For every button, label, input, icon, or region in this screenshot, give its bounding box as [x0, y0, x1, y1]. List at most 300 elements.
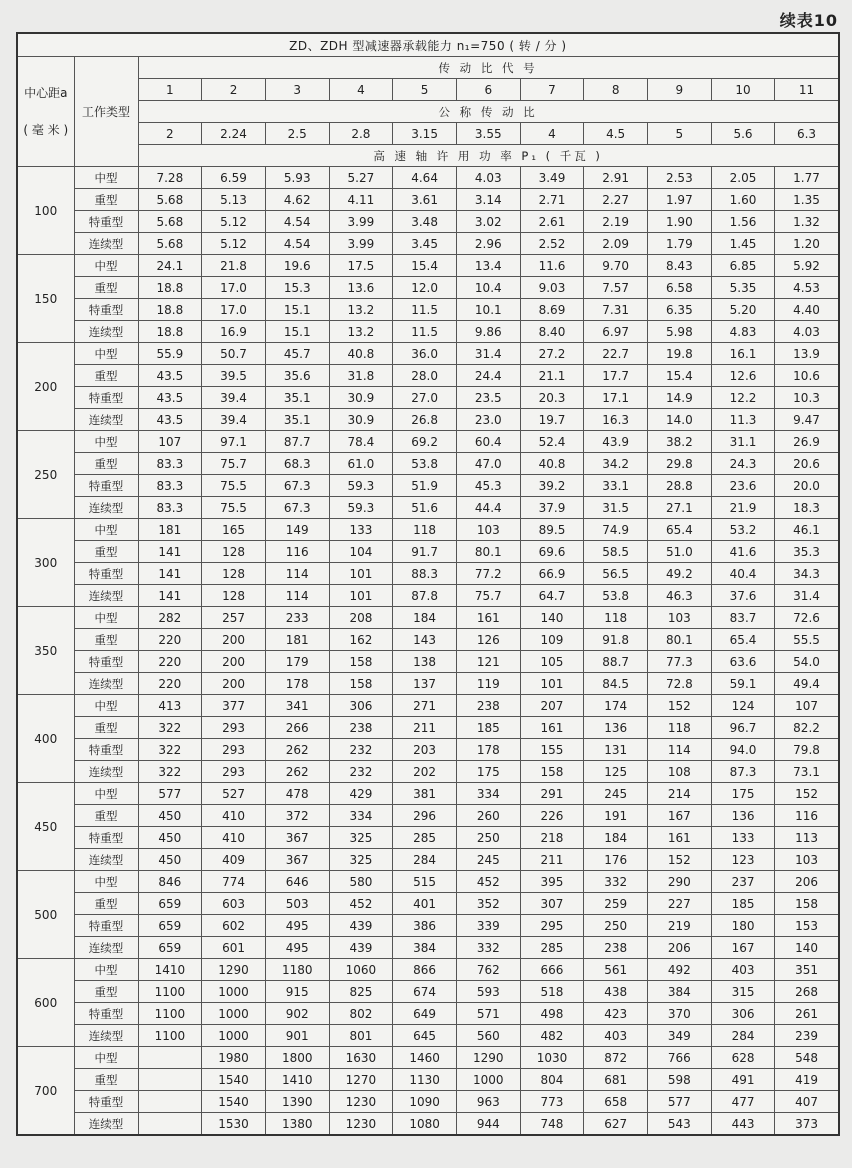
power-value-cell: 105 — [520, 651, 584, 673]
power-value-cell: 123 — [711, 849, 775, 871]
power-value-cell: 136 — [711, 805, 775, 827]
power-value-cell: 561 — [584, 959, 648, 981]
work-type-cell: 连续型 — [74, 761, 138, 783]
power-value-cell: 46.3 — [648, 585, 712, 607]
power-value-cell: 2.53 — [648, 167, 712, 189]
power-value-cell: 39.2 — [520, 475, 584, 497]
power-value-cell: 15.4 — [648, 365, 712, 387]
power-value-cell: 1230 — [329, 1091, 393, 1113]
power-value-cell: 367 — [265, 827, 329, 849]
power-value-cell: 28.0 — [393, 365, 457, 387]
nominal-ratio-cell: 2.24 — [202, 123, 266, 145]
power-value-cell: 101 — [520, 673, 584, 695]
power-value-cell: 14.9 — [648, 387, 712, 409]
power-value-cell: 944 — [456, 1113, 520, 1136]
power-value-cell: 200 — [202, 651, 266, 673]
power-value-cell: 6.59 — [202, 167, 266, 189]
power-value-cell: 266 — [265, 717, 329, 739]
power-value-cell: 43.5 — [138, 387, 202, 409]
power-value-cell: 56.5 — [584, 563, 648, 585]
power-value-cell — [138, 1091, 202, 1113]
nominal-ratio-cell: 2 — [138, 123, 202, 145]
power-value-cell: 82.2 — [775, 717, 839, 739]
power-value-cell: 5.68 — [138, 211, 202, 233]
power-value-cell: 152 — [648, 695, 712, 717]
power-value-cell: 1980 — [202, 1047, 266, 1069]
power-value-cell: 4.11 — [329, 189, 393, 211]
power-value-cell — [138, 1069, 202, 1091]
power-value-cell: 681 — [584, 1069, 648, 1091]
power-value-cell: 35.1 — [265, 387, 329, 409]
power-value-cell: 19.8 — [648, 343, 712, 365]
power-value-cell: 52.4 — [520, 431, 584, 453]
power-value-cell: 103 — [775, 849, 839, 871]
power-value-cell: 178 — [265, 673, 329, 695]
power-value-cell: 39.5 — [202, 365, 266, 387]
power-value-cell: 7.31 — [584, 299, 648, 321]
work-type-cell: 重型 — [74, 717, 138, 739]
power-value-cell: 64.7 — [520, 585, 584, 607]
nominal-ratio-cell: 2.5 — [265, 123, 329, 145]
power-value-cell: 1290 — [456, 1047, 520, 1069]
power-value-cell: 645 — [393, 1025, 457, 1047]
center-distance-cell: 700 — [17, 1047, 74, 1136]
power-value-cell: 45.7 — [265, 343, 329, 365]
power-value-cell: 206 — [648, 937, 712, 959]
power-value-cell: 200 — [202, 629, 266, 651]
power-value-cell: 1100 — [138, 1025, 202, 1047]
power-value-cell: 59.1 — [711, 673, 775, 695]
power-value-cell: 51.0 — [648, 541, 712, 563]
power-value-cell: 1.45 — [711, 233, 775, 255]
power-value-cell: 315 — [711, 981, 775, 1003]
table-row — [17, 387, 839, 409]
power-value-cell: 126 — [456, 629, 520, 651]
power-value-cell: 295 — [520, 915, 584, 937]
power-value-cell: 577 — [138, 783, 202, 805]
nominal-ratio-label: 公 称 传 动 比 — [138, 101, 839, 123]
work-type-cell: 重型 — [74, 541, 138, 563]
power-value-cell: 6.97 — [584, 321, 648, 343]
power-value-cell: 21.1 — [520, 365, 584, 387]
table-row — [17, 1025, 839, 1047]
power-value-cell: 133 — [711, 827, 775, 849]
power-value-cell: 16.3 — [584, 409, 648, 431]
power-value-cell: 128 — [202, 541, 266, 563]
power-value-cell: 35.6 — [265, 365, 329, 387]
power-value-cell: 372 — [265, 805, 329, 827]
power-value-cell: 495 — [265, 915, 329, 937]
power-value-cell: 131 — [584, 739, 648, 761]
ratio-code-cell: 10 — [711, 79, 775, 101]
power-value-cell: 203 — [393, 739, 457, 761]
power-value-cell: 24.1 — [138, 255, 202, 277]
power-value-cell: 5.13 — [202, 189, 266, 211]
table-row — [17, 871, 839, 893]
power-value-cell: 162 — [329, 629, 393, 651]
power-value-cell: 403 — [711, 959, 775, 981]
power-value-cell: 450 — [138, 827, 202, 849]
power-value-cell: 185 — [456, 717, 520, 739]
power-value-cell: 339 — [456, 915, 520, 937]
power-value-cell: 452 — [456, 871, 520, 893]
work-type-cell: 特重型 — [74, 915, 138, 937]
power-value-cell: 24.3 — [711, 453, 775, 475]
power-value-cell: 580 — [329, 871, 393, 893]
table-row — [17, 1091, 839, 1113]
power-value-cell: 322 — [138, 761, 202, 783]
power-value-cell: 306 — [711, 1003, 775, 1025]
power-value-cell: 128 — [202, 563, 266, 585]
power-value-cell: 395 — [520, 871, 584, 893]
power-value-cell: 1000 — [202, 981, 266, 1003]
power-label-row — [17, 145, 839, 167]
power-value-cell: 238 — [584, 937, 648, 959]
power-value-cell: 116 — [775, 805, 839, 827]
power-value-cell: 560 — [456, 1025, 520, 1047]
work-type-cell: 重型 — [74, 1069, 138, 1091]
power-value-cell: 846 — [138, 871, 202, 893]
power-value-cell: 1.20 — [775, 233, 839, 255]
power-value-cell: 67.3 — [265, 497, 329, 519]
power-value-cell: 15.1 — [265, 321, 329, 343]
table-row — [17, 585, 839, 607]
power-value-cell: 872 — [584, 1047, 648, 1069]
power-value-cell: 4.03 — [456, 167, 520, 189]
work-type-cell: 连续型 — [74, 233, 138, 255]
work-type-cell: 中型 — [74, 695, 138, 717]
power-value-cell: 5.68 — [138, 189, 202, 211]
power-value-cell: 3.49 — [520, 167, 584, 189]
power-value-cell: 58.5 — [584, 541, 648, 563]
power-value-cell: 674 — [393, 981, 457, 1003]
power-value-cell: 108 — [648, 761, 712, 783]
power-value-cell: 69.6 — [520, 541, 584, 563]
power-value-cell: 33.1 — [584, 475, 648, 497]
power-value-cell: 543 — [648, 1113, 712, 1136]
center-distance-cell: 450 — [17, 783, 74, 871]
power-value-cell: 200 — [202, 673, 266, 695]
power-value-cell: 2.05 — [711, 167, 775, 189]
power-value-cell: 5.12 — [202, 233, 266, 255]
table-row — [17, 893, 839, 915]
table-row — [17, 343, 839, 365]
table-row — [17, 563, 839, 585]
power-value-cell: 101 — [329, 585, 393, 607]
power-value-cell: 296 — [393, 805, 457, 827]
power-value-cell: 649 — [393, 1003, 457, 1025]
work-type-cell: 连续型 — [74, 497, 138, 519]
table-title: ZD、ZDH 型减速器承载能力 n₁=750 ( 转 / 分 ) — [17, 33, 839, 57]
table-row — [17, 541, 839, 563]
work-type-cell: 特重型 — [74, 739, 138, 761]
power-value-cell: 1.60 — [711, 189, 775, 211]
power-value-cell: 59.3 — [329, 497, 393, 519]
power-value-cell: 325 — [329, 827, 393, 849]
ratio-code-label-row — [17, 57, 839, 79]
ratio-code-cell: 9 — [648, 79, 712, 101]
power-value-cell: 128 — [202, 585, 266, 607]
ratio-codes-row — [17, 79, 839, 101]
power-value-cell: 401 — [393, 893, 457, 915]
power-value-cell: 8.40 — [520, 321, 584, 343]
power-value-cell: 91.8 — [584, 629, 648, 651]
table-row — [17, 233, 839, 255]
power-value-cell: 125 — [584, 761, 648, 783]
power-value-cell: 13.4 — [456, 255, 520, 277]
power-value-cell: 407 — [775, 1091, 839, 1113]
power-value-cell: 577 — [648, 1091, 712, 1113]
power-value-cell: 46.1 — [775, 519, 839, 541]
power-value-cell: 87.7 — [265, 431, 329, 453]
power-value-cell: 9.03 — [520, 277, 584, 299]
power-value-cell: 97.1 — [202, 431, 266, 453]
power-value-cell: 7.28 — [138, 167, 202, 189]
power-value-cell: 603 — [202, 893, 266, 915]
power-value-cell: 495 — [265, 937, 329, 959]
power-value-cell: 181 — [265, 629, 329, 651]
power-value-cell: 377 — [202, 695, 266, 717]
work-type-cell: 重型 — [74, 805, 138, 827]
power-value-cell: 1.32 — [775, 211, 839, 233]
power-value-cell: 167 — [648, 805, 712, 827]
power-value-cell: 3.48 — [393, 211, 457, 233]
power-value-cell: 191 — [584, 805, 648, 827]
table-row — [17, 277, 839, 299]
nominal-ratio-label-row — [17, 101, 839, 123]
power-value-cell: 208 — [329, 607, 393, 629]
power-value-cell: 284 — [711, 1025, 775, 1047]
power-value-cell: 28.8 — [648, 475, 712, 497]
nominal-ratio-cell: 2.8 — [329, 123, 393, 145]
capacity-table — [16, 32, 840, 1136]
power-value-cell: 367 — [265, 849, 329, 871]
power-value-cell: 238 — [456, 695, 520, 717]
power-value-cell: 37.9 — [520, 497, 584, 519]
power-value-cell: 31.4 — [775, 585, 839, 607]
work-type-cell: 特重型 — [74, 211, 138, 233]
work-type-cell: 连续型 — [74, 1113, 138, 1136]
power-value-cell: 23.6 — [711, 475, 775, 497]
power-value-cell: 88.3 — [393, 563, 457, 585]
power-value-cell: 83.7 — [711, 607, 775, 629]
power-value-cell: 77.2 — [456, 563, 520, 585]
power-value-cell: 39.4 — [202, 387, 266, 409]
power-value-cell: 78.4 — [329, 431, 393, 453]
table-row — [17, 937, 839, 959]
power-value-cell: 527 — [202, 783, 266, 805]
table-row — [17, 695, 839, 717]
power-value-cell: 4.83 — [711, 321, 775, 343]
table-row — [17, 651, 839, 673]
power-value-cell: 17.0 — [202, 299, 266, 321]
power-value-cell: 1130 — [393, 1069, 457, 1091]
power-value-cell: 17.1 — [584, 387, 648, 409]
table-row — [17, 299, 839, 321]
power-value-cell: 49.4 — [775, 673, 839, 695]
power-value-cell: 373 — [775, 1113, 839, 1136]
power-value-cell: 1080 — [393, 1113, 457, 1136]
power-value-cell: 47.0 — [456, 453, 520, 475]
power-value-cell: 2.27 — [584, 189, 648, 211]
power-value-cell: 19.6 — [265, 255, 329, 277]
power-value-cell: 1.79 — [648, 233, 712, 255]
power-value-cell: 762 — [456, 959, 520, 981]
center-distance-cell: 500 — [17, 871, 74, 959]
power-value-cell: 659 — [138, 915, 202, 937]
power-value-cell: 659 — [138, 937, 202, 959]
power-value-cell: 1100 — [138, 981, 202, 1003]
table-row — [17, 519, 839, 541]
work-type-cell: 中型 — [74, 519, 138, 541]
power-value-cell: 65.4 — [711, 629, 775, 651]
center-distance-cell: 600 — [17, 959, 74, 1047]
power-value-cell: 3.14 — [456, 189, 520, 211]
power-value-cell: 261 — [775, 1003, 839, 1025]
power-value-cell: 5.35 — [711, 277, 775, 299]
power-value-cell: 1270 — [329, 1069, 393, 1091]
power-value-cell: 40.8 — [520, 453, 584, 475]
power-value-cell: 220 — [138, 673, 202, 695]
power-value-cell: 13.9 — [775, 343, 839, 365]
power-value-cell: 39.4 — [202, 409, 266, 431]
capacity-table-wrap — [16, 32, 838, 1136]
power-value-cell: 866 — [393, 959, 457, 981]
power-value-cell: 87.8 — [393, 585, 457, 607]
power-value-cell: 161 — [456, 607, 520, 629]
power-value-cell: 218 — [520, 827, 584, 849]
power-value-cell: 26.8 — [393, 409, 457, 431]
work-type-cell: 特重型 — [74, 1091, 138, 1113]
power-value-cell: 83.3 — [138, 453, 202, 475]
center-distance-cell: 350 — [17, 607, 74, 695]
power-value-cell: 180 — [711, 915, 775, 937]
power-value-cell: 2.61 — [520, 211, 584, 233]
power-value-cell: 26.9 — [775, 431, 839, 453]
work-type-cell: 特重型 — [74, 651, 138, 673]
nominal-ratio-cell: 3.15 — [393, 123, 457, 145]
power-value-cell: 443 — [711, 1113, 775, 1136]
power-value-cell: 75.5 — [202, 497, 266, 519]
power-value-cell: 1460 — [393, 1047, 457, 1069]
table-row — [17, 761, 839, 783]
power-value-cell: 334 — [456, 783, 520, 805]
power-value-cell: 452 — [329, 893, 393, 915]
work-type-cell: 连续型 — [74, 409, 138, 431]
power-value-cell: 158 — [520, 761, 584, 783]
work-type-cell: 连续型 — [74, 849, 138, 871]
power-value-cell: 478 — [265, 783, 329, 805]
power-value-cell: 334 — [329, 805, 393, 827]
power-value-cell: 370 — [648, 1003, 712, 1025]
power-value-cell: 902 — [265, 1003, 329, 1025]
power-value-cell: 1090 — [393, 1091, 457, 1113]
power-value-cell: 10.4 — [456, 277, 520, 299]
power-value-cell: 290 — [648, 871, 712, 893]
table-row — [17, 189, 839, 211]
power-value-cell: 34.2 — [584, 453, 648, 475]
power-value-cell: 8.43 — [648, 255, 712, 277]
power-value-cell: 18.3 — [775, 497, 839, 519]
power-value-cell: 307 — [520, 893, 584, 915]
power-value-cell: 55.9 — [138, 343, 202, 365]
power-value-cell: 94.0 — [711, 739, 775, 761]
power-value-cell: 429 — [329, 783, 393, 805]
power-value-cell: 31.5 — [584, 497, 648, 519]
power-value-cell: 59.3 — [329, 475, 393, 497]
power-value-cell: 4.62 — [265, 189, 329, 211]
power-value-cell: 5.12 — [202, 211, 266, 233]
power-value-cell: 1030 — [520, 1047, 584, 1069]
nominal-ratio-cell: 4 — [520, 123, 584, 145]
power-value-cell: 22.7 — [584, 343, 648, 365]
power-value-cell: 1000 — [456, 1069, 520, 1091]
power-value-cell: 54.0 — [775, 651, 839, 673]
power-value-cell: 332 — [456, 937, 520, 959]
power-value-cell — [138, 1047, 202, 1069]
power-value-cell: 384 — [648, 981, 712, 1003]
power-value-cell: 1060 — [329, 959, 393, 981]
ratio-code-cell: 4 — [329, 79, 393, 101]
power-value-cell: 3.99 — [329, 233, 393, 255]
power-value-cell: 9.70 — [584, 255, 648, 277]
power-value-cell: 34.3 — [775, 563, 839, 585]
power-value-cell: 571 — [456, 1003, 520, 1025]
power-value-cell: 27.2 — [520, 343, 584, 365]
power-value-cell: 438 — [584, 981, 648, 1003]
power-value-cell: 1.56 — [711, 211, 775, 233]
power-value-cell: 515 — [393, 871, 457, 893]
power-value-cell: 1.77 — [775, 167, 839, 189]
power-value-cell: 384 — [393, 937, 457, 959]
power-value-cell: 138 — [393, 651, 457, 673]
work-type-cell: 连续型 — [74, 585, 138, 607]
power-value-cell: 220 — [138, 629, 202, 651]
power-value-cell: 386 — [393, 915, 457, 937]
power-value-cell: 31.8 — [329, 365, 393, 387]
power-value-cell: 227 — [648, 893, 712, 915]
power-value-cell: 75.7 — [202, 453, 266, 475]
power-value-cell: 53.2 — [711, 519, 775, 541]
center-distance-cell: 200 — [17, 343, 74, 431]
power-value-cell: 181 — [138, 519, 202, 541]
power-value-cell: 37.6 — [711, 585, 775, 607]
power-value-cell: 381 — [393, 783, 457, 805]
power-value-cell: 175 — [456, 761, 520, 783]
work-type-cell: 重型 — [74, 189, 138, 211]
work-type-cell: 连续型 — [74, 937, 138, 959]
work-type-cell: 特重型 — [74, 827, 138, 849]
power-value-cell: 257 — [202, 607, 266, 629]
power-value-cell: 214 — [648, 783, 712, 805]
power-value-cell: 206 — [775, 871, 839, 893]
power-value-cell: 51.9 — [393, 475, 457, 497]
power-value-cell: 114 — [648, 739, 712, 761]
power-value-cell: 804 — [520, 1069, 584, 1091]
power-value-cell: 137 — [393, 673, 457, 695]
power-value-cell: 12.0 — [393, 277, 457, 299]
power-value-cell: 103 — [648, 607, 712, 629]
work-type-cell: 重型 — [74, 453, 138, 475]
table-row — [17, 475, 839, 497]
power-value-cell: 491 — [711, 1069, 775, 1091]
power-value-cell: 802 — [329, 1003, 393, 1025]
power-value-cell: 67.3 — [265, 475, 329, 497]
power-value-cell: 73.1 — [775, 761, 839, 783]
power-value-cell: 116 — [265, 541, 329, 563]
power-value-cell: 143 — [393, 629, 457, 651]
work-type-cell: 中型 — [74, 871, 138, 893]
